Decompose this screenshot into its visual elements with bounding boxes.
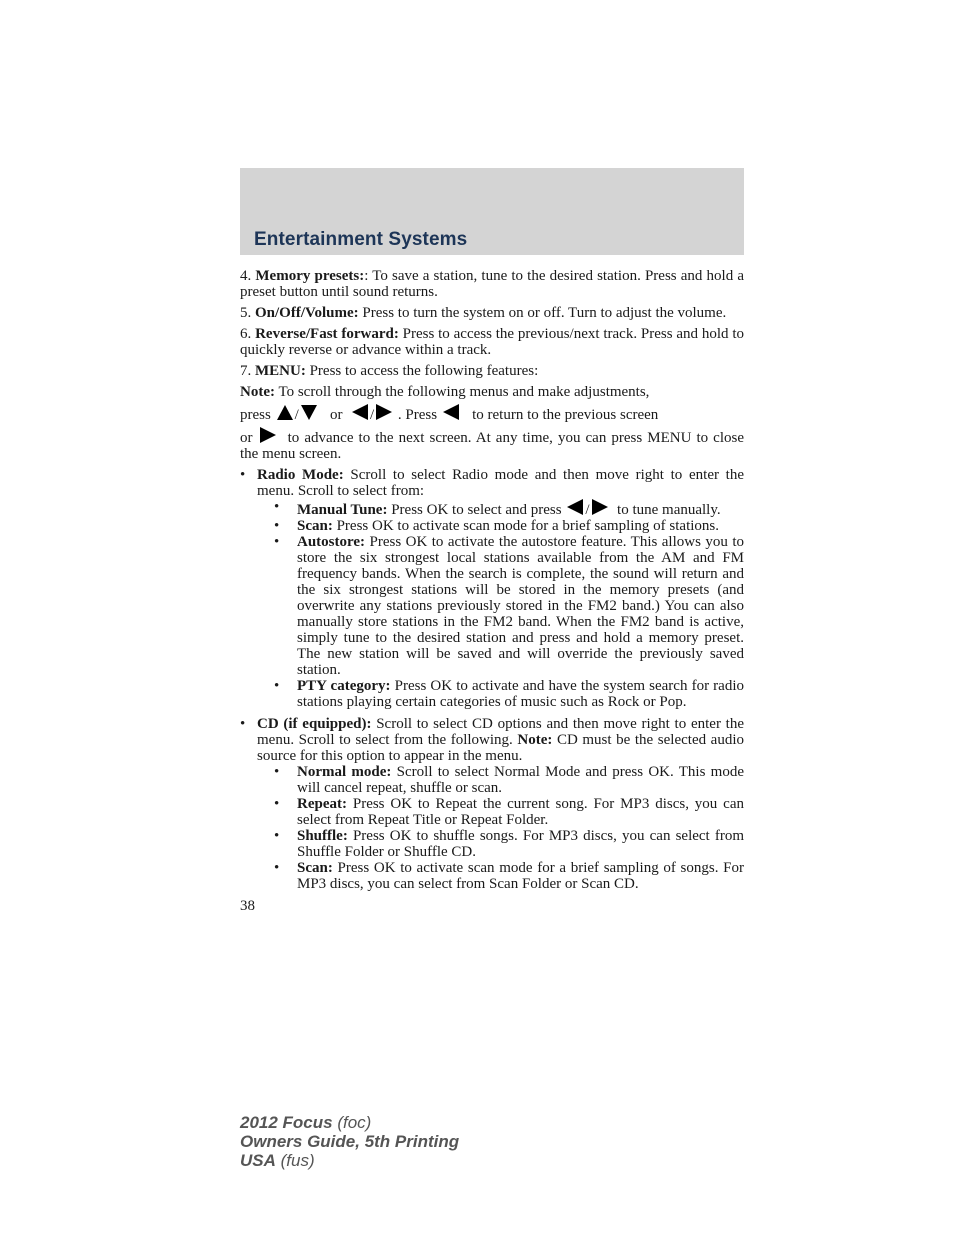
document-footer <box>240 1113 459 1170</box>
left-arrow-icon <box>443 404 459 420</box>
note-arrow-line: press / or / . Press to return to the previous screen <box>240 403 744 427</box>
list-item-radio-mode: • Radio Mode: Scroll to select Radio mode and then move right to enter the menu. Scroll to select from: • Manual Tune: Press OK to select and press / to tune manually. • Scan: Press OK to activate scan mode for a brief sampling of stations. • Autostore: Press OK to activate the autostore feature. This allows you to store the six strongest local stations available from the AM and FM frequency bands. When the search is complete, the sound will return and the six strongest stations will be stored in the memory presets (and overwrite any stations previously stored in the FM2 band.) You can also manually store stations in the FM2 band. When the FM2 band is active, simply tune to the desired station and press and hold a memory preset. The new station will be saved and will override the previously saved station. • PTY category: Press OK to activate and have the system search for radio stations playing certain categories of music such as Rock or Pop. <box>240 467 744 710</box>
list-item-scan: • Scan: Press OK to activate scan mode for a brief sampling of stations. <box>274 518 719 534</box>
right-arrow-icon <box>260 427 276 443</box>
list-item-repeat: • Repeat: Press OK to Repeat the current song. For MP3 discs, you can select from Repeat Title or Repeat Folder. <box>274 796 744 828</box>
up-arrow-icon <box>277 405 293 420</box>
list-item-normal-mode: • Normal mode: Scroll to select Normal Mode and press OK. This mode will cancel repeat, shuffle or scan. <box>274 764 744 796</box>
note-paragraph: Note: To scroll through the following menus and make adjustments, <box>240 384 650 400</box>
list-item-manual-tune: • Manual Tune: Press OK to select and press / to tune manually. <box>274 499 721 518</box>
right-arrow-icon <box>592 499 608 515</box>
footer-line-market: USA (fus) <box>240 1151 315 1170</box>
page-number: 38 <box>240 898 255 914</box>
page-content <box>240 268 744 914</box>
footer-line-model: 2012 Focus (foc) <box>240 1113 372 1132</box>
left-arrow-icon <box>567 499 583 515</box>
footer-line-guide: Owners Guide, 5th Printing <box>240 1132 460 1151</box>
section-title: Entertainment Systems <box>254 229 468 250</box>
radio-submenu <box>257 499 744 710</box>
section-header-band <box>240 168 744 255</box>
cd-submenu <box>257 764 744 892</box>
item-reverse-fast-forward: 6. Reverse/Fast forward: Press to access the previous/next track. Press and hold to quickly reverse or advance within a track. <box>240 326 745 358</box>
down-arrow-icon <box>301 405 317 420</box>
item-menu: 7. MENU: Press to access the following features: <box>240 363 539 379</box>
list-item-cd: • CD (if equipped): Scroll to select CD options and then move right to enter the menu. Scroll to select from the following. Note: CD must be the selected audio source for this option to appear in the menu. • Normal mode: Scroll to select Normal Mode and press OK. This mode will cancel repeat, shuffle or scan. • Repeat: Press OK to Repeat the current song. For MP3 discs, you can select from Repeat Title or Repeat Folder. • Shuffle: Press OK to shuffle songs. For MP3 discs, you can select from Shuffle Folder or Shuffle CD. • Scan: Press OK to activate scan mode for a brief sampling of songs. For MP3 discs, you can select from Scan Folder or Scan CD. <box>240 716 745 892</box>
list-item-pty-category: • PTY category: Press OK to activate and have the system search for radio stations playing certain categories of music such as Rock or Pop. <box>274 678 744 710</box>
list-item-cd-scan: • Scan: Press OK to activate scan mode for a brief sampling of songs. For MP3 discs, you can select from Scan Folder or Scan CD. <box>274 860 744 892</box>
item-on-off-volume: 5. On/Off/Volume: Press to turn the system on or off. Turn to adjust the volume. <box>240 305 727 321</box>
list-item-autostore: • Autostore: Press OK to activate the autostore feature. This allows you to store the six strongest local stations available from the AM and FM frequency bands. When the search is complete, the sound will return and the six strongest stations will be stored in the memory presets (and overwrite any stations previously stored in the FM2 band.) You can also manually store stations in the FM2 band. When the FM2 band is active, simply tune to the desired station and press and hold a memory preset. The new station will be saved and will override the previously saved station. <box>274 534 744 678</box>
right-arrow-icon <box>376 404 392 420</box>
list-item-shuffle: • Shuffle: Press OK to shuffle songs. For MP3 discs, you can select from Shuffle Folder or Shuffle CD. <box>274 828 744 860</box>
item-memory-presets: 4. Memory presets:: To save a station, tune to the desired station. Press and hold a preset button until sound returns. <box>240 268 744 300</box>
left-arrow-icon <box>352 404 368 420</box>
note-continuation: or to advance to the next screen. At any time, you can press MENU to close the menu screen. <box>240 427 744 462</box>
feature-list <box>240 467 744 892</box>
